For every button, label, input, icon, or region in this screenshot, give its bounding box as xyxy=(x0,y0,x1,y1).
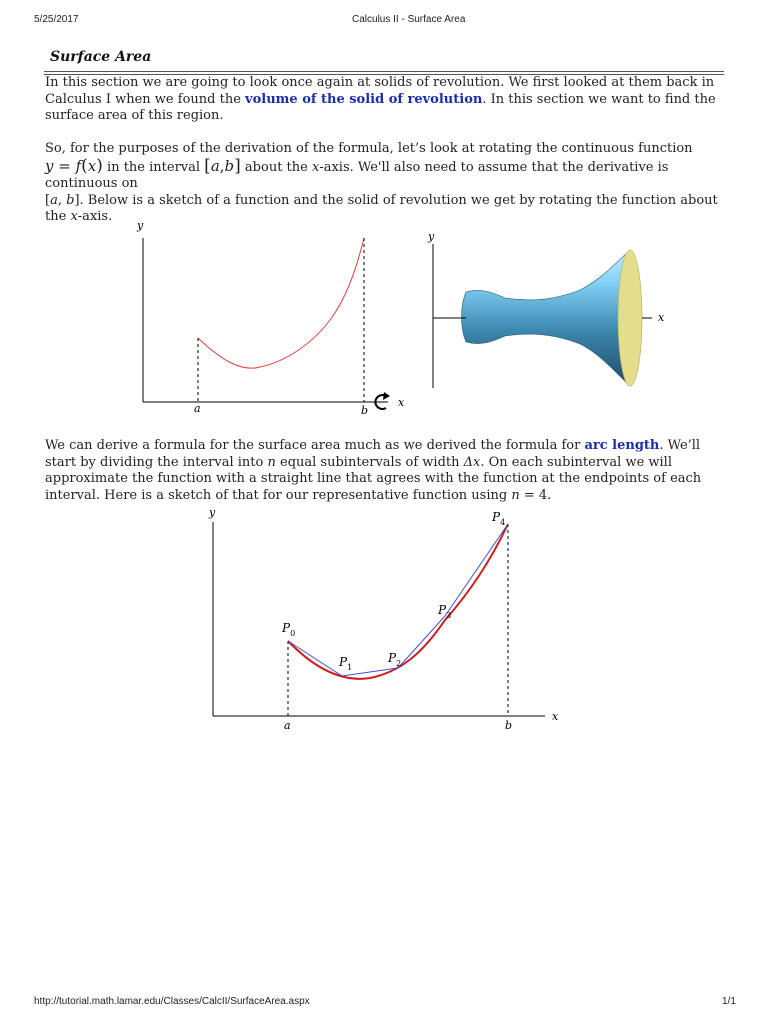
point-p3-label: $P_3$ xyxy=(438,603,452,620)
solid-y-label: y xyxy=(428,230,435,243)
arc-n-var: n xyxy=(267,454,276,470)
interval-b: b xyxy=(224,156,235,175)
intro-paragraph xyxy=(45,75,730,125)
intro-text-1: In this section we are going to look once again at solids of revolution. We first looked at them back in Calculus I when we found the xyxy=(45,75,715,107)
eq-f: f xyxy=(75,156,82,175)
function-sketch-a-label: a xyxy=(194,402,201,415)
interval-comma: , xyxy=(219,156,225,175)
arc-n-var-2: n xyxy=(511,487,520,503)
function-curve xyxy=(198,238,364,368)
eq-y: y xyxy=(45,156,54,175)
derivation-text-6: -axis. xyxy=(77,209,113,224)
point-p1-label: $P_1$ xyxy=(339,655,353,672)
rotation-arrow-icon xyxy=(375,392,390,409)
arc-length-link[interactable]: arc length xyxy=(584,438,660,453)
page-number: 1/1 xyxy=(722,996,736,1007)
arc-text-4: . On each subinterval we will approximate the function with a straight line that agrees with the function at the endpoints of each interval. Here is a sketch of that for our representative function using xyxy=(45,454,702,503)
eq-x: x xyxy=(87,156,97,175)
title-rule-top xyxy=(44,71,724,72)
derivation-text-4: -axis. We'll also need to assume that the derivative is continuous on xyxy=(45,159,669,191)
arc-text-1: We can derive a formula for the surface area much as we derived the formula for xyxy=(45,438,585,453)
secant-segments xyxy=(288,524,508,676)
point-p2-label: $P_2$ xyxy=(388,651,402,668)
derivation-b-var: b xyxy=(66,192,75,208)
derivation-paragraph xyxy=(45,141,730,226)
derivation-text-5e: ]. Below is a sketch of a function and the solid of revolution we get by rotating the function about the xyxy=(45,192,718,224)
print-url: http://tutorial.math.lamar.edu/Classes/CalcII/SurfaceArea.aspx xyxy=(34,996,310,1007)
derivation-x-var: x xyxy=(311,159,320,175)
derivation-text-1: So, for the purposes of the derivation of the formula, let’s look at rotating the continuous function xyxy=(45,141,693,156)
arc-text-2: . We’ll start by dividing the interval into xyxy=(45,438,701,470)
derivation-a-var: a xyxy=(50,192,58,208)
volume-of-solid-link[interactable]: volume of the solid of revolution xyxy=(245,91,483,107)
derivation-text-3: about the xyxy=(240,159,312,175)
solid-of-revolution-figure xyxy=(420,228,680,394)
secant-b-label: b xyxy=(505,719,513,732)
arc-text-3: equal subintervals of width xyxy=(275,454,464,470)
derivation-x-var-2: x xyxy=(70,209,78,224)
secant-y-label: y xyxy=(209,506,216,519)
function-sketch-b-label: b xyxy=(361,404,369,417)
interval-bracket-right: ] xyxy=(234,155,241,176)
arc-delta-x: Δx xyxy=(463,454,481,470)
arc-length-paragraph xyxy=(45,438,730,504)
eq-paren-right: ) xyxy=(96,155,103,176)
arc-text-5: = 4. xyxy=(519,487,552,503)
solid-end-cap xyxy=(618,250,642,386)
secant-function-curve xyxy=(288,524,508,679)
secant-x-label: x xyxy=(552,710,559,723)
secant-approximation-figure xyxy=(200,502,570,738)
interval-a: a xyxy=(210,156,220,175)
derivation-text-5a: [ xyxy=(45,192,51,208)
print-title: Calculus II - Surface Area xyxy=(352,14,466,25)
point-p0-label: $P_0$ xyxy=(282,621,296,638)
point-p4-label: $P_4$ xyxy=(492,510,506,527)
interval-bracket-left: [ xyxy=(204,155,211,176)
eq-equals: = xyxy=(53,156,76,175)
solid-surface xyxy=(462,250,631,386)
solid-x-label: x xyxy=(658,311,665,324)
function-sketch-figure xyxy=(130,216,420,418)
print-date: 5/25/2017 xyxy=(34,14,79,25)
section-title: Surface Area xyxy=(50,49,152,65)
function-sketch-y-label: y xyxy=(137,219,144,232)
intro-text-2: . In this section we want to find the surface area of this region. xyxy=(45,91,716,123)
eq-paren-left: ( xyxy=(81,155,88,176)
function-sketch-x-label: x xyxy=(398,396,405,409)
derivation-text-2: in the interval xyxy=(102,159,205,175)
secant-a-label: a xyxy=(284,719,291,732)
derivation-text-5c: , xyxy=(57,192,67,208)
